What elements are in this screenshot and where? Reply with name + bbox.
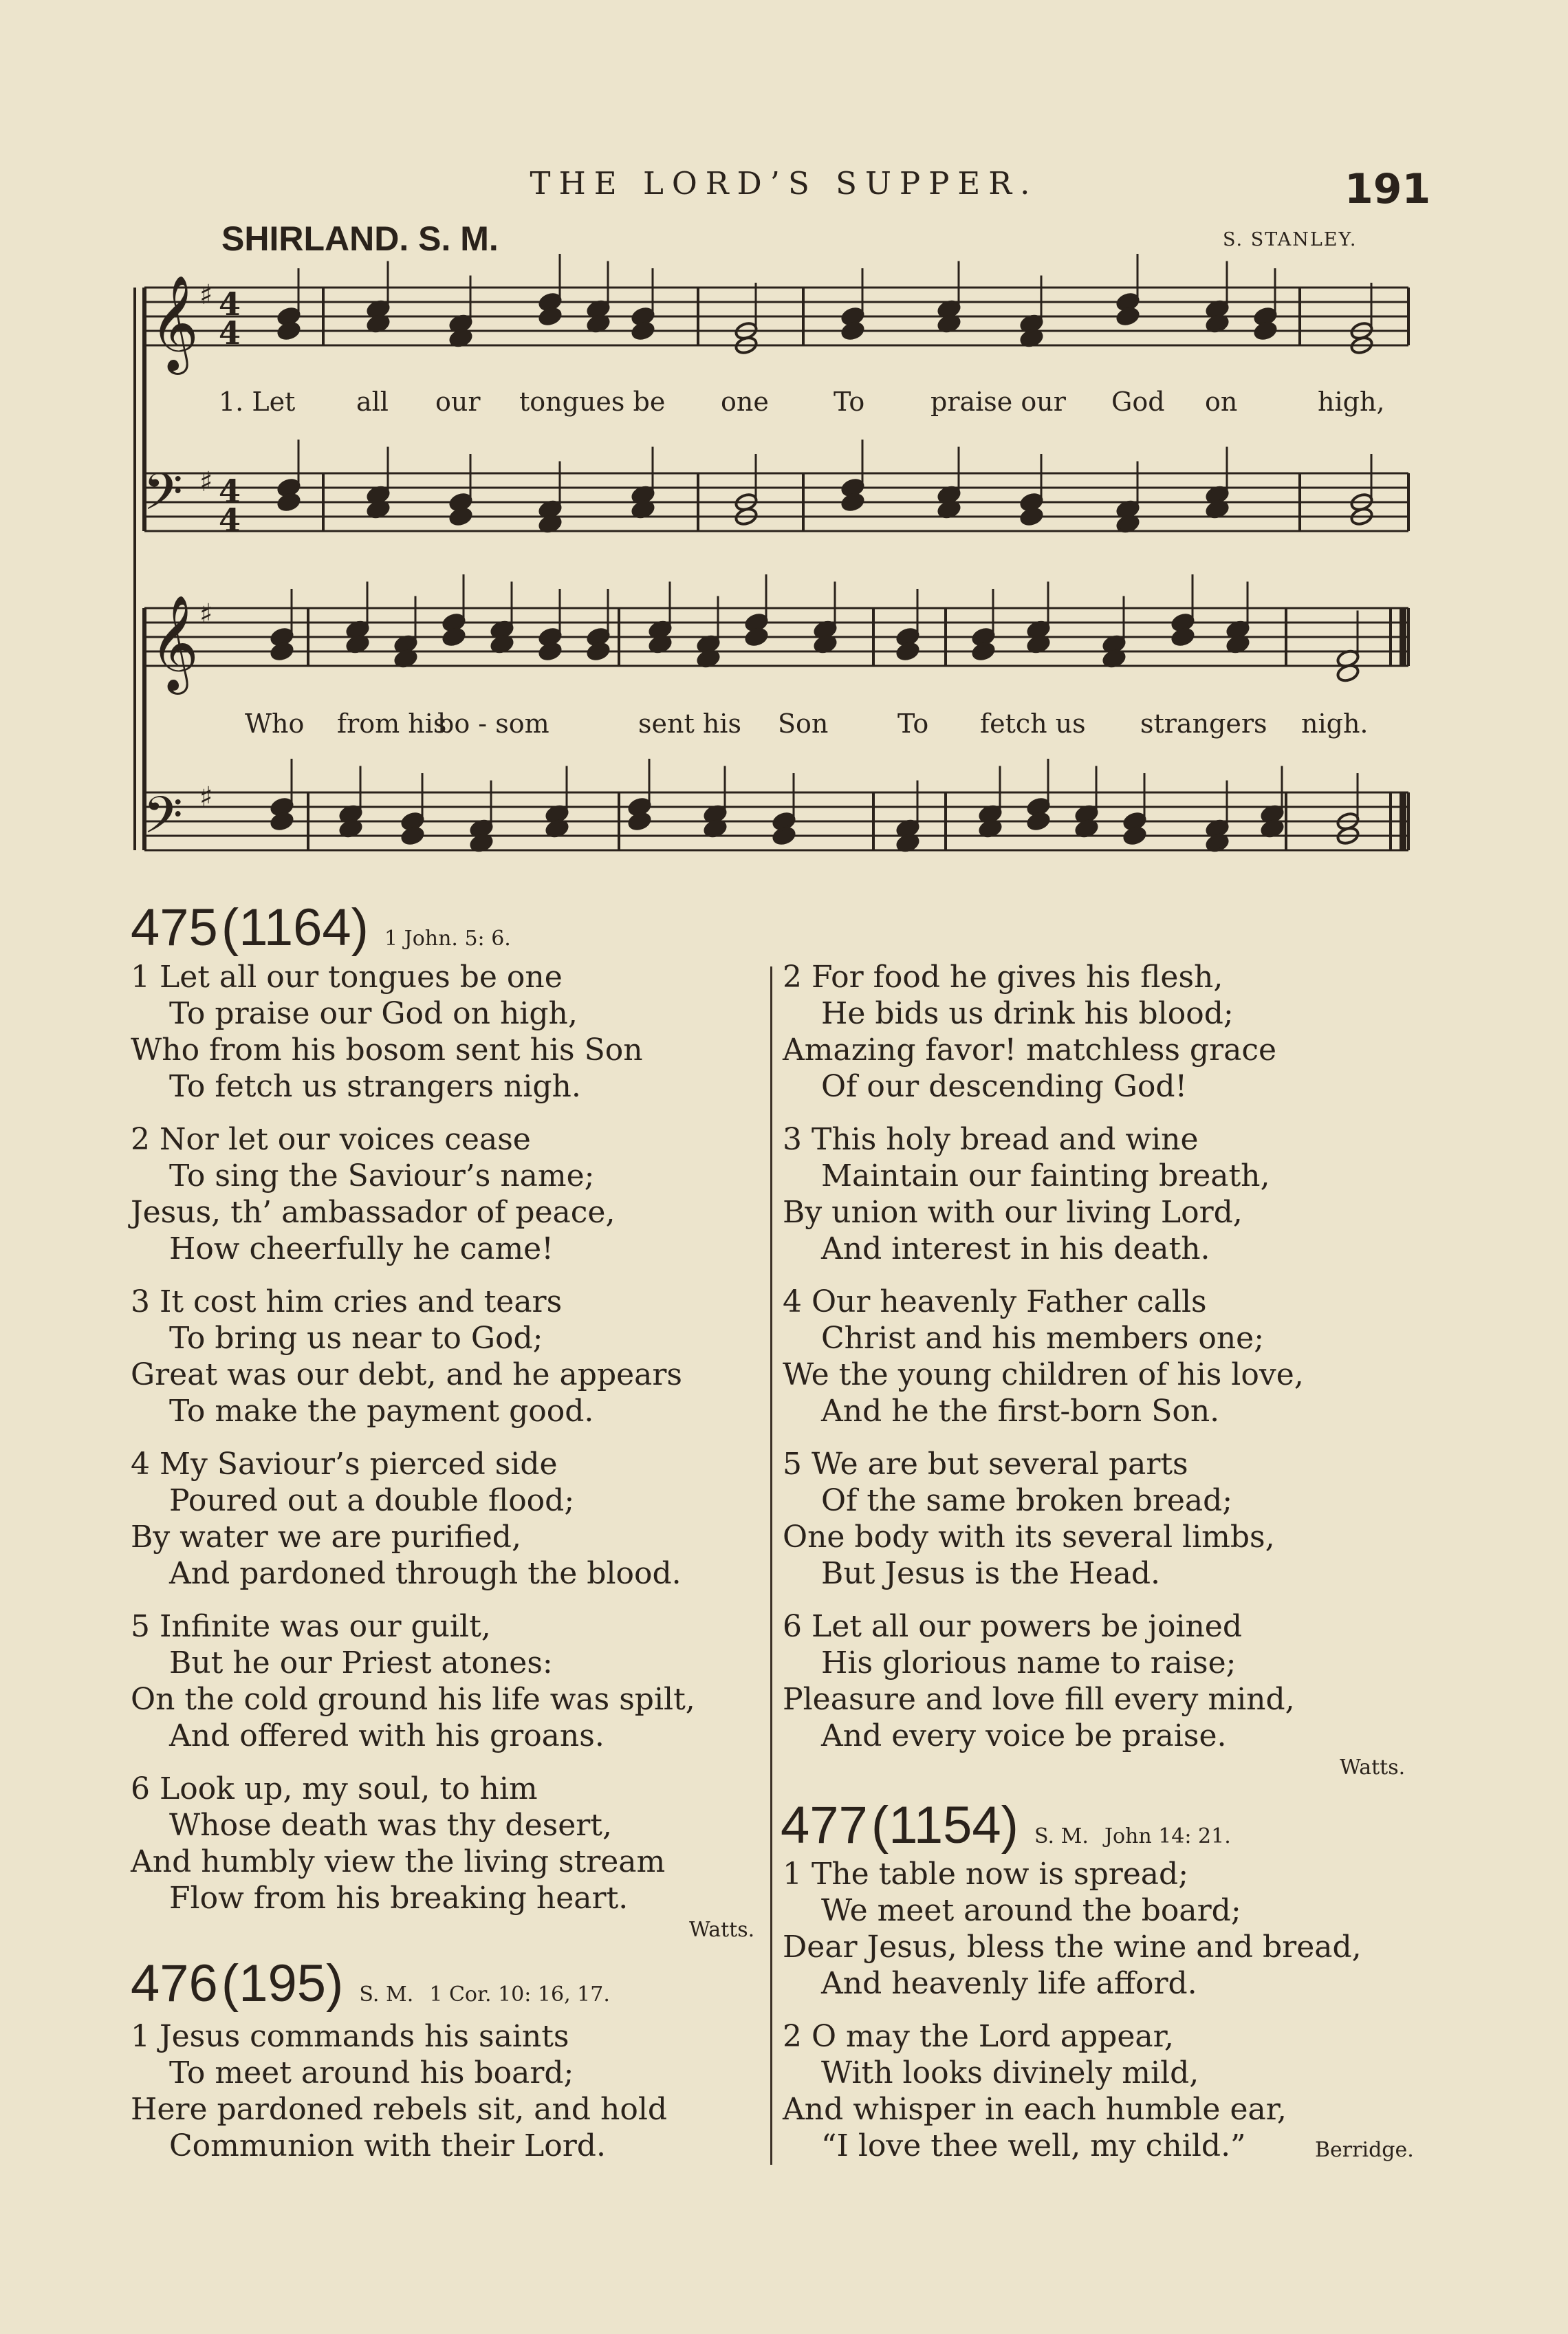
stanza-line: Dear Jesus, bless the wine and bread, — [783, 1930, 1362, 1965]
stanza-line: With looks divinely mild, — [821, 2055, 1199, 2090]
hymn-475-author: Watts. — [689, 1918, 755, 1942]
lyric-syllable: Who — [245, 709, 305, 739]
stanza-line: By union with our living Lord, — [783, 1195, 1243, 1230]
stanza-line: And interest in his death. — [821, 1231, 1210, 1266]
stanza-line: 1 The table now is spread; — [783, 1857, 1189, 1892]
stanza — [131, 959, 643, 1105]
stanza-line: 5 Infinite was our guilt, — [131, 1609, 491, 1644]
stanza-line: How cheerfully he came! — [169, 1231, 554, 1266]
lyric-syllable: our — [435, 387, 481, 417]
bass-clef-icon: 𝄢 — [143, 786, 183, 858]
hymn-477-header — [781, 1795, 1231, 1855]
lyric-syllable: God — [1111, 387, 1165, 417]
notehead — [538, 306, 562, 326]
stanza-line: To sing the Saviour’s name; — [169, 1158, 595, 1193]
lyric-syllable: sent his — [638, 709, 741, 739]
stanza-line: To make the payment good. — [169, 1394, 594, 1429]
clefs — [143, 275, 241, 858]
stanza-line: “I love thee well, my child.” — [821, 2128, 1246, 2163]
lyric-syllable: bo - som — [437, 709, 549, 739]
notehead — [442, 627, 466, 647]
stanza-line: 2 Nor let our voices cease — [131, 1122, 531, 1157]
music-notes — [270, 254, 1373, 853]
hymn-alt-number: (1164) — [221, 898, 369, 957]
time-signature-top: 4 — [219, 285, 241, 323]
column-divider — [770, 966, 772, 2165]
staff-lines — [144, 288, 1408, 850]
hymn-reference: 1 John. 5: 6. — [384, 927, 511, 951]
stanza-line: By water we are purified, — [131, 1520, 521, 1555]
stanza — [783, 1856, 1362, 2002]
stanza — [783, 2018, 1287, 2164]
stanza-line: One body with its several limbs, — [783, 1520, 1275, 1555]
notehead — [840, 492, 864, 512]
hymn-476-author: Watts. — [1340, 1755, 1406, 1780]
stanza — [783, 1284, 1304, 1429]
stanza-line: And offered with his groans. — [169, 1718, 605, 1753]
stanza-line: Pleasure and love fill every mind, — [783, 1682, 1295, 1717]
lyric-syllable: 1. Let — [219, 387, 296, 417]
stanza-line: 3 This holy bread and wine — [783, 1122, 1199, 1157]
stanza-line: To meet around his board; — [169, 2055, 574, 2090]
stanza — [783, 1121, 1270, 1267]
notehead — [631, 321, 655, 341]
sharp-icon: ♯ — [199, 466, 213, 498]
lyric-syllable: one — [721, 387, 769, 417]
tune-composer: S. STANLEY. — [1223, 229, 1358, 250]
notehead — [276, 492, 301, 512]
notehead — [772, 825, 796, 845]
lyric-syllable: fetch us — [980, 709, 1086, 739]
sharp-icon: ♯ — [199, 279, 213, 311]
notehead — [270, 641, 294, 661]
hymn-reference: 1 Cor. 10: 16, 17. — [429, 1982, 610, 2007]
stanza-line: And every voice be praise. — [821, 1718, 1227, 1753]
treble-clef-icon: 𝄞 — [150, 595, 199, 691]
hymn-475-header — [131, 898, 511, 958]
notehead — [840, 321, 864, 341]
stanza-line: 3 It cost him cries and tears — [131, 1284, 563, 1319]
stanza-line: Of the same broken bread; — [821, 1483, 1233, 1518]
lyric-syllable: To — [834, 387, 865, 417]
notehead — [1115, 306, 1140, 326]
hymn-476-header — [131, 1954, 610, 2013]
notehead — [971, 641, 995, 661]
hymn-477-author: Berridge. — [1315, 2138, 1414, 2162]
stanza-line: To fetch us strangers nigh. — [169, 1069, 581, 1104]
stanza-line: Who from his bosom sent his Son — [131, 1033, 643, 1068]
stanza-line: His glorious name to raise; — [821, 1645, 1237, 1681]
stanza — [131, 1608, 695, 1754]
stanza-line: Flow from his breaking heart. — [169, 1881, 629, 1916]
stanza — [131, 1446, 682, 1592]
stanza-line: 6 Look up, my soul, to him — [131, 1771, 538, 1806]
stanza-line: Christ and his members one; — [821, 1321, 1265, 1356]
stanza-line: Jesus, th’ ambassador of peace, — [131, 1195, 616, 1230]
stanza-line: 2 For food he gives his flesh, — [783, 960, 1223, 995]
notehead — [448, 506, 472, 526]
stanza-line: Communion with their Lord. — [169, 2128, 606, 2163]
stanza-line: And whisper in each humble ear, — [783, 2092, 1287, 2127]
stanza-line: Of our descending God! — [821, 1069, 1188, 1104]
stanza — [131, 1284, 682, 1429]
notehead — [895, 641, 919, 661]
stanza-line: But Jesus is the Head. — [821, 1556, 1160, 1591]
stanza-line: 1 Let all our tongues be one — [131, 960, 563, 995]
hymn-alt-number: (195) — [221, 1954, 344, 2013]
hymn-number: 477 — [781, 1796, 868, 1855]
hymn-reference: John 14: 21. — [1104, 1824, 1231, 1848]
hymn-meter: S. M. — [1034, 1824, 1089, 1848]
stanza-line: To bring us near to God; — [169, 1321, 543, 1356]
stanza-line: Whose death was thy desert, — [169, 1808, 612, 1843]
stanza-line: To praise our God on high, — [169, 996, 578, 1031]
stanza-line: Poured out a double flood; — [169, 1483, 575, 1518]
page-number: 191 — [1344, 165, 1431, 213]
lyric-syllable: on — [1205, 387, 1238, 417]
stanza-line: And pardoned through the blood. — [169, 1556, 682, 1591]
stanza-line: On the cold ground his life was spilt, — [131, 1682, 695, 1717]
stanza-line: We the young children of his love, — [783, 1357, 1304, 1392]
time-signature-bottom: 4 — [219, 501, 241, 539]
lyric-syllable: all — [356, 387, 389, 417]
lyric-syllable: strangers — [1140, 709, 1267, 739]
stanza-line: 1 Jesus commands his saints — [131, 2019, 569, 2054]
stanza — [783, 1608, 1295, 1754]
hymn-alt-number: (1154) — [871, 1796, 1019, 1855]
hymn-number: 475 — [131, 898, 218, 957]
notehead — [627, 811, 651, 831]
stanza-line: Here pardoned rebels sit, and hold — [131, 2092, 668, 2127]
stanza-line: And humbly view the living stream — [131, 1844, 666, 1879]
stanza — [783, 1446, 1275, 1592]
stanza-line: He bids us drink his blood; — [821, 996, 1234, 1031]
stanza-line: And he the first-born Son. — [821, 1394, 1220, 1429]
stanza — [783, 959, 1276, 1105]
lyric-syllable: Son — [778, 709, 829, 739]
notehead — [276, 321, 301, 341]
notehead — [400, 825, 424, 845]
time-signature-bottom: 4 — [219, 314, 241, 352]
stanza-line: Amazing favor! matchless grace — [783, 1033, 1277, 1068]
stanza-line: But he our Priest atones: — [169, 1645, 553, 1681]
lyric-syllable: To — [897, 709, 929, 739]
stanza-line: 5 We are but several parts — [783, 1447, 1188, 1482]
sharp-icon: ♯ — [199, 598, 213, 630]
stanza-line: 6 Let all our powers be joined — [783, 1609, 1243, 1644]
lyric-syllable: tongues be — [519, 387, 666, 417]
notehead — [1019, 506, 1043, 526]
stanza-line: And heavenly life afford. — [821, 1966, 1197, 2001]
stanza-line: Maintain our fainting breath, — [821, 1158, 1270, 1193]
notehead — [270, 811, 294, 831]
stanza-line: 4 My Saviour’s pierced side — [131, 1447, 558, 1482]
sharp-icon: ♯ — [199, 781, 213, 813]
notehead — [538, 641, 562, 661]
stanza — [131, 1121, 615, 1267]
notehead — [586, 641, 610, 661]
notehead — [744, 627, 768, 647]
stanza-line: 2 O may the Lord appear, — [783, 2019, 1174, 2054]
notehead — [1026, 811, 1050, 831]
notehead — [1170, 627, 1195, 647]
stanza-line: We meet around the board; — [821, 1893, 1241, 1928]
tune-title: SHIRLAND. S. M. — [221, 219, 499, 258]
stanza — [131, 2018, 667, 2164]
lyric-syllable: from his — [337, 709, 447, 739]
music-score — [0, 0, 1568, 908]
stanza-line: 4 Our heavenly Father calls — [783, 1284, 1207, 1319]
running-head: THE LORD’S SUPPER. — [530, 165, 1038, 202]
stanza — [131, 1771, 665, 1916]
bass-clef-icon: 𝄢 — [143, 462, 183, 534]
lyric-syllable: high, — [1318, 387, 1385, 417]
stanza-line: Great was our debt, and he appears — [131, 1357, 682, 1392]
lyric-syllable: nigh. — [1301, 709, 1369, 739]
treble-clef-icon: 𝄞 — [150, 275, 199, 371]
hymn-number: 476 — [131, 1954, 218, 2013]
lyric-syllable: praise our — [930, 387, 1066, 417]
barlines — [135, 288, 1408, 850]
hymn-meter: S. M. — [359, 1982, 414, 2007]
time-signature-top: 4 — [219, 473, 241, 510]
notehead — [1253, 321, 1277, 341]
notehead — [1122, 825, 1146, 845]
